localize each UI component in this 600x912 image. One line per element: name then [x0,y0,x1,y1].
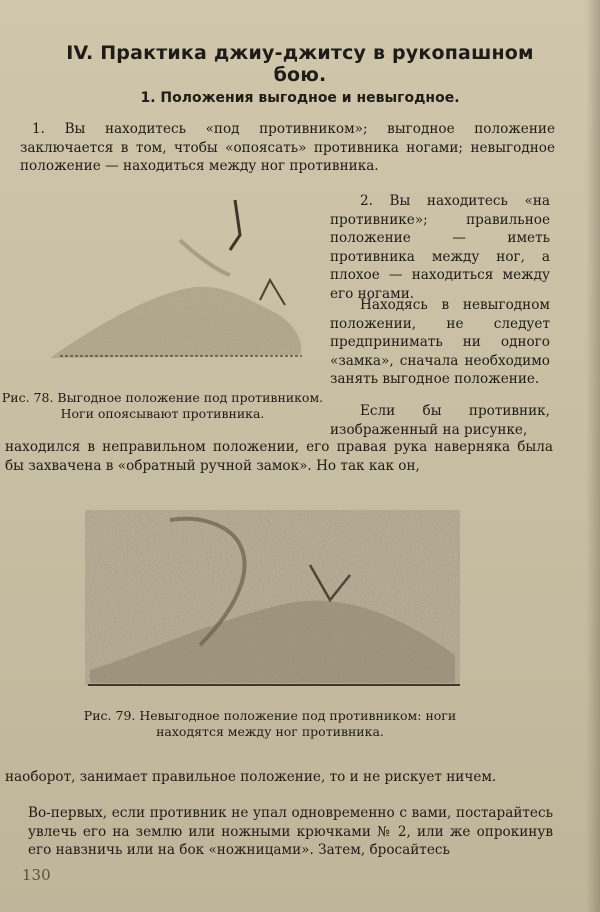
paragraph-5: наоборот, занимает правильное положение, то и не рискует ничем. [5,769,497,785]
page-number: 130 [22,866,51,884]
paragraph-1: 1. Вы находитесь «под противником»; выгодное положение заключается в том, чтобы «опоясать» противника ногами; невыгодное положение — находиться между ног противника. [20,121,555,174]
chapter-title: IV. Практика джиу-джитсу в рукопашном бою. [66,42,534,86]
paragraph-4-continuation: находился в неправильном положении, его правая рука наверняка была бы захвачена в «обратный ручной замок». Но так как он, [5,439,553,474]
paragraph-4: Если бы противник, изображенный на рисунке, [330,403,550,438]
figure-79-image [80,505,465,690]
figure-78-caption: Рис. 78. Выгодное положение под противником. Ноги опоясывают противника. [1,390,324,421]
section-title: 1. Положения выгодное и невыгодное. [140,90,460,106]
figure-79-caption: Рис. 79. Невыгодное положение под противником: ноги находятся между ног противника. [83,708,457,739]
page-edge-shadow [586,0,600,912]
figure-78-image [30,180,325,375]
paragraph-3: Находясь в невыгодном положении, не следует предпринимать ни одного «замка», сначала необходимо занять выгодное положение. [330,297,550,387]
paragraph-2: 2. Вы находитесь «на противнике»; правильное положение — иметь противника между ног, а плохое — находиться между его ногами. [330,193,550,302]
paragraph-6: Во-первых, если противник не упал одновременно с вами, постарайтесь увлечь его на землю или ножными крючками № 2, или же опрокинув его навзничь или на бок «ножницами». Затем, бросайтесь [28,805,553,858]
